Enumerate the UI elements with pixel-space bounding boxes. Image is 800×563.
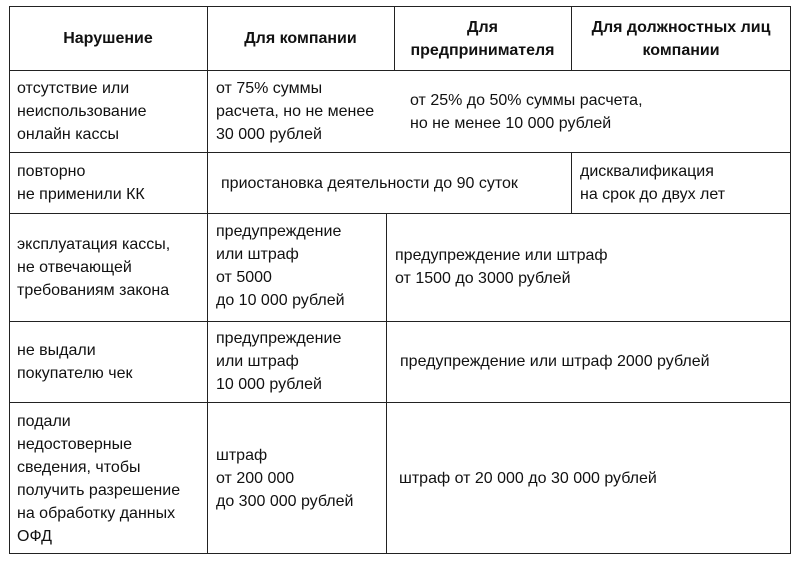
row5-violation: подали недостоверные сведения, чтобы получить разрешение на обработку данных ОФД [17,413,181,545]
col-divider [386,213,387,554]
row5-company: штраф от 200 000 до 300 000 рублей [216,447,354,510]
col-divider [207,6,208,554]
row2-company-entrepreneur: приостановка деятельности до 90 суток [221,175,518,192]
row1-others: от 25% до 50% суммы расчета, но не менее 10 000 рублей [410,92,643,132]
row5-others: штраф от 20 000 до 30 000 рублей [399,470,657,487]
row3-violation: эксплуатация кассы, не отвечающей требованиям закона [17,236,171,299]
row2-violation: повторно не применили КК [17,163,145,203]
row-divider [9,402,791,403]
header-entrepreneur: Для предпринимателя [410,19,555,59]
row1-company: от 75% суммы расчета, но не менее 30 000 рублей [216,80,375,143]
row-divider [9,70,791,71]
row4-others: предупреждение или штраф 2000 рублей [400,353,710,370]
row-divider [9,152,791,153]
header-company: Для компании [244,30,357,47]
row4-violation: не выдали покупателю чек [17,342,133,382]
row3-company: предупреждение или штраф от 5000 до 10 000 рублей [216,223,345,309]
row2-officials: дисквалификация на срок до двух лет [580,163,726,203]
row4-company: предупреждение или штраф 10 000 рублей [216,330,342,393]
header-violation: Нарушение [63,30,153,47]
header-officials: Для должностных лиц компании [591,19,771,59]
row3-others: предупреждение или штраф от 1500 до 3000 рублей [395,247,608,287]
row1-violation: отсутствие или неиспользование онлайн кассы [17,80,147,143]
col-divider [571,152,572,214]
row-divider [9,213,791,214]
row-divider [9,321,791,322]
